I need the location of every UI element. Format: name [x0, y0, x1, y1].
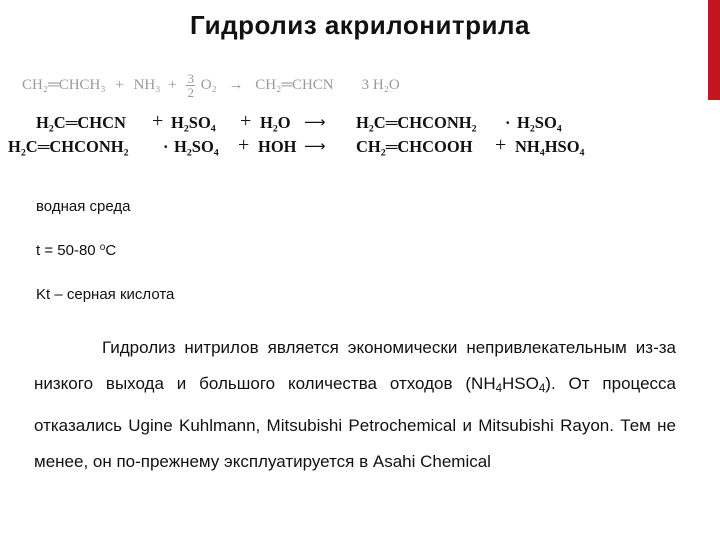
plus-sign: +: [152, 110, 164, 132]
plus-sign: +: [495, 134, 507, 156]
reaction-arrow: ⟶: [304, 113, 326, 131]
dot-sign: ·: [163, 137, 169, 156]
ammonium-bisulfate-formula: NH₄HSO₄: [515, 137, 585, 156]
fraction-denominator: 2: [187, 85, 194, 100]
acrylamide-formula: H₂C═CHCONH₂: [8, 137, 129, 156]
ammonia-formula: NH₃: [133, 76, 161, 93]
degree-sign: o: [99, 242, 106, 253]
water-formula: H₂O: [260, 113, 291, 132]
acrylamide-formula: H₂C═CHCONH₂: [356, 113, 477, 132]
paragraph-subscript-2: 4: [538, 383, 546, 396]
page-title: Гидролиз акрилонитрила: [190, 10, 530, 40]
temperature-unit: C: [105, 242, 117, 259]
sulfuric-acid-formula: H₂SO₄: [517, 113, 562, 132]
plus-sign: +: [240, 110, 252, 132]
fraction-numerator: 3: [187, 71, 194, 86]
paragraph-text-1: Гидролиз нитрилов является экономически непривлекательным из-за низкого выхода и большого количества отходов (NH: [34, 338, 676, 393]
oxygen-coefficient: [186, 72, 195, 99]
oxygen-formula: O₂: [200, 76, 217, 93]
plus-sign: +: [238, 134, 250, 156]
plus-sign: +: [168, 76, 177, 93]
body-paragraph: [34, 330, 676, 479]
condition-medium: водная среда: [36, 198, 131, 215]
ammoxidation-equation: [22, 72, 400, 99]
paragraph-text-3: ). От процесса отказались Ugine Kuhlmann, Mitsubishi Petrochemical и Mitsubishi Rayon. Тем не менее, он по-прежнему эксплуатируется в Asahi Chemical: [34, 373, 676, 471]
plus-sign: +: [115, 76, 124, 93]
reaction-arrow: →: [228, 76, 244, 93]
propylene-formula: CH₂═CHCH₃: [22, 76, 106, 93]
temperature-value: t = 50-80: [36, 242, 100, 259]
acrylonitrile-formula: CH₂═CHCN: [255, 76, 334, 93]
paragraph-text-2: HSO: [502, 373, 539, 393]
acrylic-acid-formula: CH₂═CHCOOH: [356, 137, 473, 156]
water-formula: 3 H₂O: [361, 76, 400, 93]
condition-temperature: [36, 242, 116, 259]
reaction-arrow: ⟶: [304, 137, 326, 155]
dot-sign: ·: [505, 113, 511, 132]
paragraph-subscript-1: 4: [495, 383, 503, 396]
water-formula: HOH: [258, 137, 297, 156]
condition-catalyst: Kt – серная кислота: [36, 286, 175, 303]
sulfuric-acid-formula: H₂SO₄: [171, 113, 216, 132]
acrylonitrile-formula: H₂C═CHCN: [36, 113, 126, 132]
sulfuric-acid-formula: H₂SO₄: [174, 137, 219, 156]
